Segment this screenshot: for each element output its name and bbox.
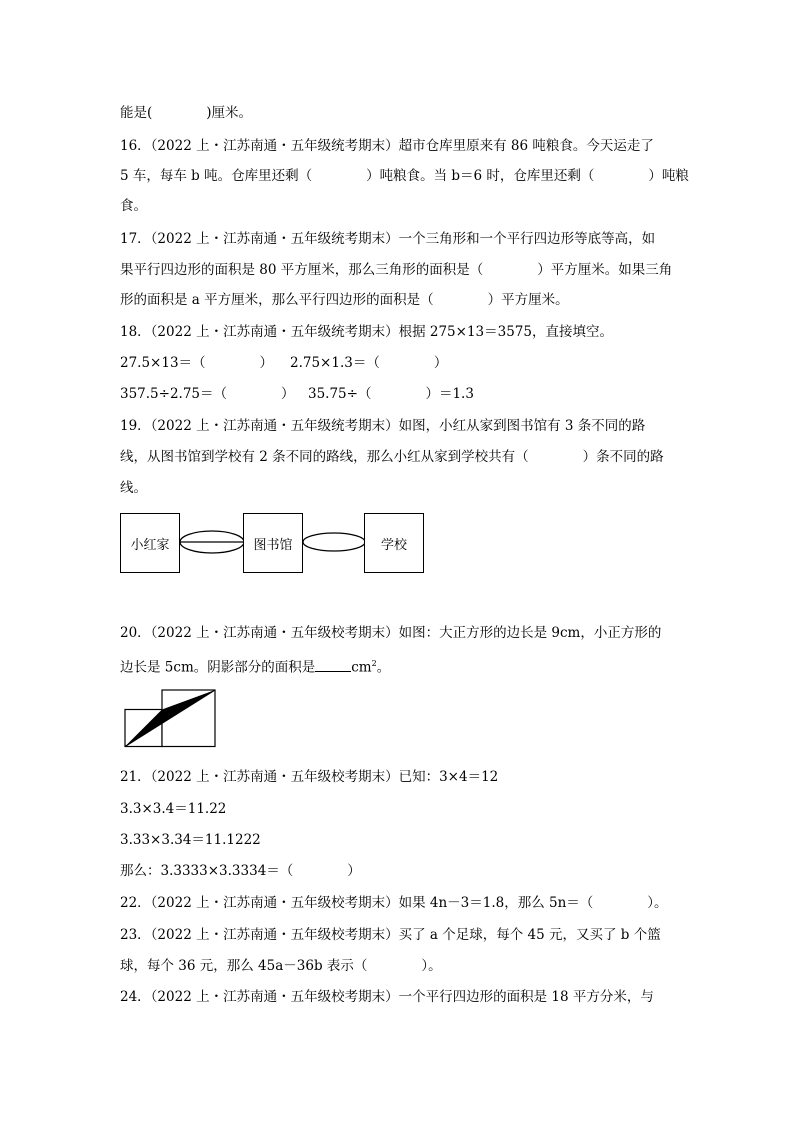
question-19-line-3: 线。 [120,480,147,496]
period: 。 [376,659,391,676]
unit-cm: cm [351,659,372,676]
question-18-line-1: 18．（2022 上・江苏南通・五年级统考期末）根据 275×13＝3575，直接填空。 [120,324,613,340]
question-18-item-3: 357.5÷2.75＝（ ） [120,386,295,402]
question-16-line-3: 食。 [120,198,147,214]
home-box: 小红家 [120,513,180,573]
question-16-line-2: 5 车，每车 b 吨。仓库里还剩（ ）吨粮食。当 b＝6 时，仓库里还剩（ ）吨粮 [120,168,689,184]
question-17-line-3: 形的面积是 a 平方厘米，那么平行四边形的面积是（ ）平方厘米。 [120,292,569,308]
question-21-line-1: 21．（2022 上・江苏南通・五年级校考期末）已知：3×4＝12 [120,769,499,785]
question-21-line-3: 3.33×3.34＝11.1222 [120,832,261,848]
question-18-item-1: 27.5×13＝（ ） [120,355,274,371]
question-20-line-2 [120,655,390,677]
school-box: 学校 [364,513,424,573]
library-box: 图书馆 [243,513,303,573]
question-23-line-1: 23．（2022 上・江苏南通・五年级校考期末）买了 a 个足球，每个 45 元，又买了 b 个篮 [120,927,661,943]
question-19-line-1: 19．（2022 上・江苏南通・五年级统考期末）如图，小红从家到图书馆有 3 条不同的路 [120,418,646,434]
question-18-item-4: 35.75÷（ ）＝1.3 [308,386,474,402]
question-22: 22．（2022 上・江苏南通・五年级校考期末）如果 4n－3＝1.8，那么 5n＝（ ）。 [120,895,668,911]
question-23-line-2: 球，每个 36 元，那么 45a－36b 表示（ ）。 [120,958,442,974]
question-21-line-2: 3.3×3.4＝11.22 [120,801,227,817]
answer-blank [315,659,351,672]
text-line: 能是( )厘米。 [120,105,253,121]
question-17-line-2: 果平行四边形的面积是 80 平方厘米，那么三角形的面积是（ ）平方厘米。如果三角 [120,262,673,278]
unit-superscript: 2 [371,659,377,668]
question-17-line-1: 17．（2022 上・江苏南通・五年级统考期末）一个三角形和一个平行四边形等底等高，如 [120,231,656,247]
question-20-line-1: 20．（2022 上・江苏南通・五年级校考期末）如图：大正方形的边长是 9cm，小正方形的 [120,625,662,641]
question-20-text: 边长是 5cm。阴影部分的面积是 [120,659,316,676]
question-24-line-1: 24．（2022 上・江苏南通・五年级校考期末）一个平行四边形的面积是 18 平方分米，与 [120,989,654,1005]
question-16-line-1: 16．（2022 上・江苏南通・五年级统考期末）超市仓库里原来有 86 吨粮食。今天运走了 [120,138,654,154]
question-19-line-2: 线，从图书馆到学校有 2 条不同的路线，那么小红从家到学校共有（ ）条不同的路 [120,449,664,465]
question-21-line-4: 那么：3.3333×3.3334＝（ ） [120,863,361,879]
route-ellipse-2 [303,533,365,551]
squares-figure [123,688,219,750]
question-18-item-2: 2.75×1.3＝（ ） [290,355,448,371]
